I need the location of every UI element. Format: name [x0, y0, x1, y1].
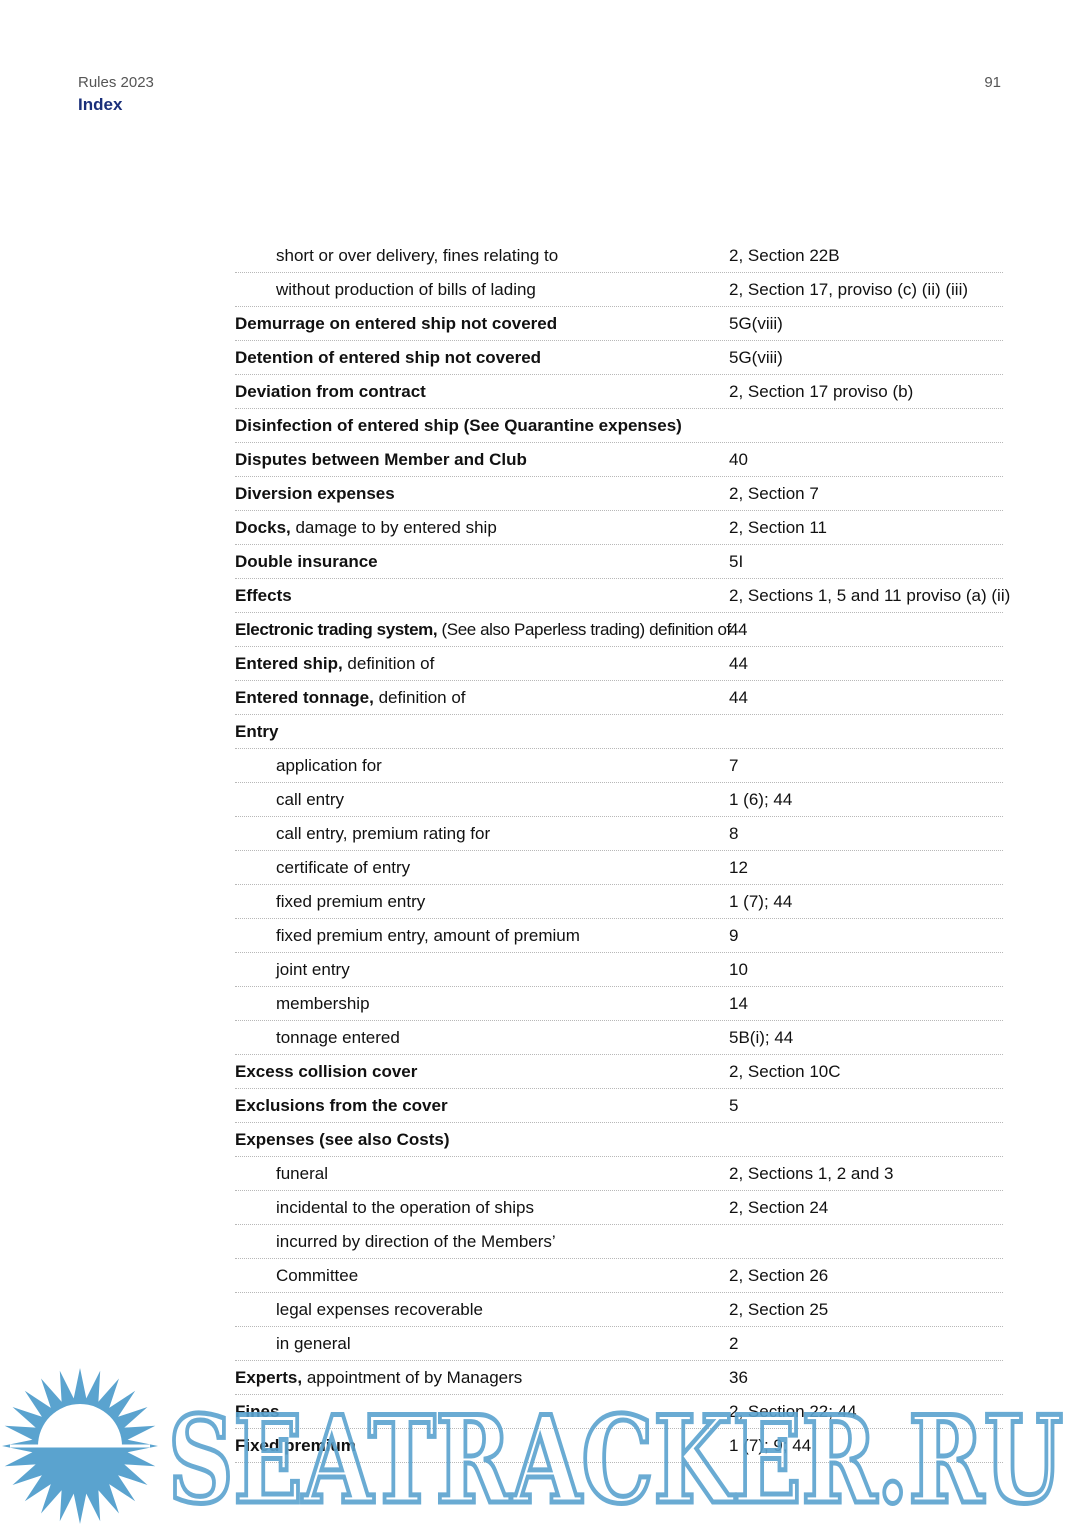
index-reference: 2, Section 24 — [729, 1198, 829, 1217]
index-term — [235, 647, 434, 680]
index-term — [276, 885, 425, 918]
index-term-detail: call entry, premium rating for — [276, 824, 491, 843]
index-entry — [235, 647, 1003, 681]
index-reference: 2, Section 17, proviso (c) (ii) (iii) — [729, 280, 969, 299]
index-reference: 9 — [729, 926, 739, 945]
index-term-bold: Experts, — [235, 1368, 303, 1387]
index-reference: 2, Section 7 — [729, 484, 819, 503]
index-subentry — [235, 1021, 1003, 1055]
index-subentry — [235, 885, 1003, 919]
index-term — [276, 817, 490, 850]
index-entry — [235, 375, 1003, 409]
index-entry — [235, 545, 1003, 579]
index-entry — [235, 443, 1003, 477]
index-reference: 5G(viii) — [729, 314, 783, 333]
index-reference: 5 — [729, 1096, 739, 1115]
page-header — [78, 74, 154, 118]
index-term-bold: Effects — [235, 586, 292, 605]
index-reference: 44 — [729, 654, 748, 673]
index-entry — [235, 1089, 1003, 1123]
index-subentry — [235, 1259, 1003, 1293]
index-term-detail: call entry — [276, 790, 345, 809]
index-term-detail: definition of — [342, 654, 435, 673]
index-subentry — [235, 1225, 1003, 1259]
index-entry — [235, 409, 1003, 443]
index-term-bold: Entered ship, — [235, 654, 343, 673]
index-term-bold: Entry — [235, 722, 279, 741]
index-entry — [235, 477, 1003, 511]
index-reference: 2 — [729, 1334, 739, 1353]
index-term — [235, 375, 426, 408]
index-term — [235, 1123, 449, 1156]
index-entry — [235, 579, 1011, 613]
index-reference: 44 — [729, 688, 748, 707]
index-term-bold: Detention of entered ship not covered — [235, 348, 542, 367]
index-term-detail: without production of bills of lading — [276, 280, 536, 299]
index-subentry — [235, 783, 1003, 817]
index-term — [276, 851, 410, 884]
index-term-bold: Electronic trading system, — [235, 620, 438, 639]
index-reference: 44 — [729, 620, 748, 639]
index-term — [276, 749, 382, 782]
index-term — [276, 1259, 358, 1292]
index-term — [235, 715, 278, 748]
index-term-detail: incidental to the operation of ships — [276, 1198, 535, 1217]
index-term-bold: Fines — [235, 1402, 280, 1421]
index-subentry — [235, 851, 1003, 885]
index-term — [235, 307, 557, 340]
index-term — [276, 1225, 556, 1258]
index-reference: 8 — [729, 824, 739, 843]
index-term — [276, 1191, 534, 1224]
index-term-detail: (See also Paperless trading) definition of — [437, 620, 731, 639]
index-term — [276, 1293, 483, 1326]
index-reference: 1 (7); 9; 44 — [729, 1436, 812, 1455]
index-term-detail: fixed premium entry — [276, 892, 426, 911]
index-term — [235, 613, 731, 646]
section-title: Index — [78, 95, 123, 114]
index-entry — [235, 307, 1003, 341]
index-term — [235, 511, 497, 544]
index-subentry — [235, 919, 1003, 953]
index-reference: 5I — [729, 552, 744, 571]
index-term — [235, 545, 378, 578]
index-term-detail: tonnage entered — [276, 1028, 400, 1047]
index-term-detail: incurred by direction of the Members’ — [276, 1232, 556, 1251]
index-subentry — [235, 239, 1003, 273]
index-term-bold: Fixed premium — [235, 1436, 356, 1455]
index-term-bold: Disputes between Member and Club — [235, 450, 527, 469]
index-term-bold: Entered tonnage, — [235, 688, 374, 707]
index-reference: 2, Section 25 — [729, 1300, 829, 1319]
index-term — [276, 239, 558, 272]
sun-logo-icon — [2, 1368, 158, 1524]
index-term-bold: Demurrage on entered ship not covered — [235, 314, 558, 333]
index-term-detail: in general — [276, 1334, 351, 1353]
index-term-detail: damage to by entered ship — [290, 518, 497, 537]
index-reference: 10 — [729, 960, 748, 979]
index-reference: 40 — [729, 450, 748, 469]
index-term-bold: Exclusions from the cover — [235, 1096, 448, 1115]
index-term — [276, 1021, 400, 1054]
index-term — [235, 477, 395, 510]
index-entry — [235, 1123, 1003, 1157]
index-reference: 2, Section 22B — [729, 246, 840, 265]
index-reference: 2, Section 11 — [729, 518, 827, 537]
index-entry — [235, 681, 1003, 715]
index-term — [276, 987, 370, 1020]
index-term-detail: funeral — [276, 1164, 328, 1183]
index-reference: 14 — [729, 994, 748, 1013]
index-term — [235, 1089, 448, 1122]
index-term — [235, 681, 466, 714]
index-subentry — [235, 273, 1003, 307]
index-term-detail: application for — [276, 756, 382, 775]
document-title: Rules 2023 — [78, 74, 154, 91]
index-reference: 12 — [729, 858, 748, 877]
index-term-detail: certificate of entry — [276, 858, 411, 877]
index-term-bold: Excess collision cover — [235, 1062, 418, 1081]
index-reference: 1 (7); 44 — [729, 892, 793, 911]
page-number: 91 — [984, 74, 1001, 91]
index-reference: 2, Section 17 proviso (b) — [729, 382, 914, 401]
index-term-bold: Disinfection of entered ship (See Quarantine expenses) — [235, 416, 682, 435]
index-subentry — [235, 987, 1003, 1021]
index-subentry — [235, 1327, 1003, 1361]
watermark — [0, 1366, 1080, 1527]
index-subentry — [235, 953, 1003, 987]
index-term — [235, 1055, 417, 1088]
index-reference: 1 (6); 44 — [729, 790, 793, 809]
index-term — [235, 341, 541, 374]
index-term — [276, 1327, 351, 1360]
index-reference: 36 — [729, 1368, 748, 1387]
index-table — [235, 239, 1011, 1463]
index-subentry — [235, 1191, 1003, 1225]
index-term-detail: legal expenses recoverable — [276, 1300, 483, 1319]
index-reference: 2, Section 10C — [729, 1062, 841, 1081]
index-reference: 2, Section 26 — [729, 1266, 829, 1285]
index-term — [235, 579, 292, 612]
index-subentry — [235, 817, 1003, 851]
index-subentry — [235, 1157, 1003, 1191]
index-term — [235, 409, 682, 442]
index-entry — [235, 715, 1003, 749]
index-term-detail: fixed premium entry, amount of premium — [276, 926, 580, 945]
index-reference: 2, Sections 1, 2 and 3 — [729, 1164, 894, 1183]
index-reference: 2, Section 22; 44 — [729, 1402, 857, 1421]
index-term — [235, 443, 527, 476]
index-subentry — [235, 1293, 1003, 1327]
index-term — [276, 919, 580, 952]
index-term — [276, 953, 350, 986]
index-term-bold: Deviation from contract — [235, 382, 426, 401]
index-reference: 2, Sections 1, 5 and 11 proviso (a) (ii) — [729, 586, 1011, 605]
index-entry — [235, 341, 1003, 375]
index-entry — [235, 613, 1003, 647]
index-term — [276, 273, 536, 306]
index-term-detail: Committee — [276, 1266, 359, 1285]
index-term — [276, 1157, 328, 1190]
index-reference: 7 — [729, 756, 739, 775]
index-entry — [235, 511, 1003, 545]
index-term-bold: Double insurance — [235, 552, 378, 571]
index-term-detail: membership — [276, 994, 370, 1013]
index-term — [276, 783, 344, 816]
index-term-detail: appointment of by Managers — [302, 1368, 523, 1387]
index-reference: 5G(viii) — [729, 348, 783, 367]
watermark-text: SEATRACKER.RU — [168, 1390, 1063, 1527]
index-entry — [235, 1055, 1003, 1089]
index-term-detail: definition of — [373, 688, 466, 707]
index-term-detail: short or over delivery, fines relating to — [276, 246, 559, 265]
index-term-bold: Expenses (see also Costs) — [235, 1130, 450, 1149]
index-term-detail: joint entry — [276, 960, 350, 979]
index-subentry — [235, 749, 1003, 783]
index-term-bold: Diversion expenses — [235, 484, 395, 503]
index-reference: 5B(i); 44 — [729, 1028, 794, 1047]
index-term-bold: Docks, — [235, 518, 291, 537]
